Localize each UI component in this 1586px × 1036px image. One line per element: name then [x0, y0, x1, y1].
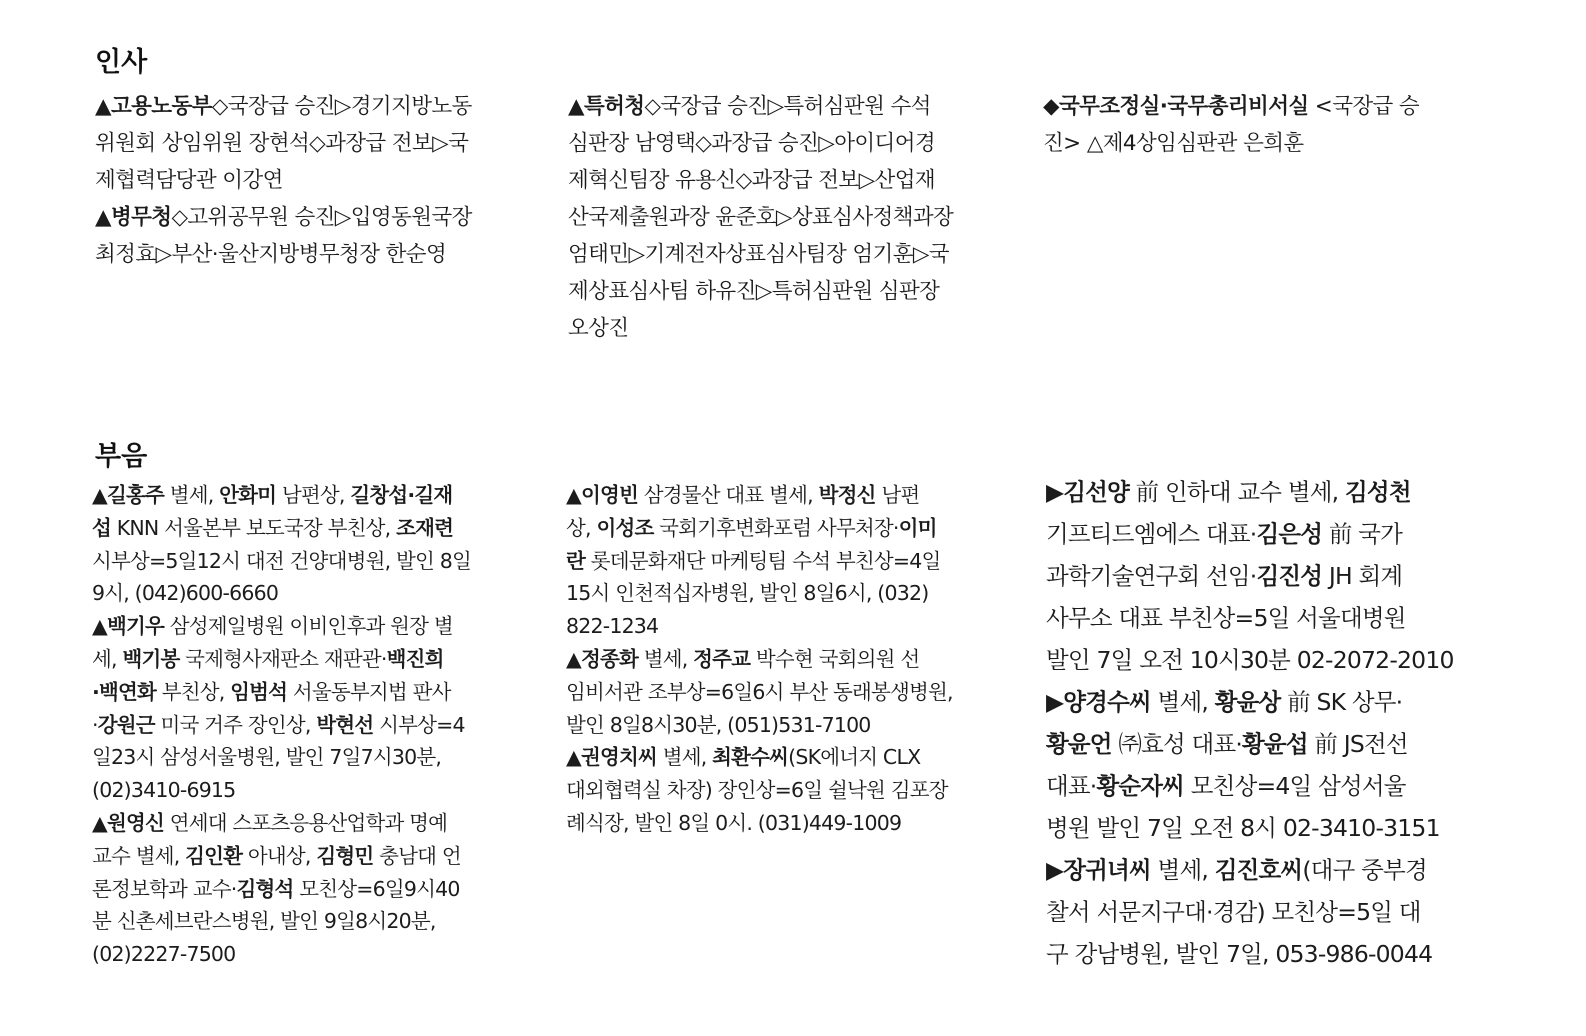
- body-text: 국회기후변화포럼 사무처장·: [653, 515, 899, 540]
- entry: [95, 199, 545, 273]
- bullet-marker: ▶: [1046, 478, 1064, 506]
- body-text: JH 회계 사무소 대표 부친상=5일 서울대병원 발인 7일 오전 10시30분 02-2072-2010: [1046, 562, 1454, 674]
- entry: [92, 610, 542, 807]
- entry: [566, 741, 1016, 839]
- body-text: 박수현 국회의원 선 임비서관 조부상=6일6시 부산 동래봉생병원, 발인 8일8시30분, (051)531-7100: [566, 646, 953, 737]
- name-text: 김성천: [1345, 478, 1411, 506]
- body-text: 별세,: [1150, 856, 1215, 884]
- body-text: 기프티드엠에스 대표·: [1046, 520, 1257, 548]
- bullet-marker: ▲: [92, 810, 107, 835]
- bullet-marker: ▲: [566, 745, 581, 770]
- entry: [566, 643, 1016, 741]
- entry: [1043, 88, 1503, 162]
- body-text: 별세,: [1150, 688, 1215, 716]
- insa-column-3: [1043, 88, 1503, 162]
- body-text: ◇고위공무원 승진▷입영동원국장 최정효▷부산·울산지방병무청장 한순영: [95, 205, 472, 267]
- entry: [95, 88, 545, 199]
- entry: [92, 807, 542, 971]
- bullet-marker: ▲: [95, 94, 111, 119]
- entry: [566, 479, 1016, 643]
- name-text: 김인환: [185, 843, 243, 868]
- name-text: 국무조정실·국무총리비서실: [1058, 94, 1309, 119]
- name-text: 백진희 ·백연화: [92, 646, 444, 704]
- body-text: ◇국장급 승진▷경기지방노동 위원회 상임위원 장현석◇과장급 전보▷국 제협력담당관 이강연: [95, 94, 472, 193]
- name-text: 강원근: [97, 712, 155, 737]
- bueum-column-3: [1046, 471, 1526, 975]
- body-text: ◇국장급 승진▷특허심판원 수석 심판장 남영택◇과장급 승진▷아이디어경 제혁신팀장 유용신◇과장급 전보▷산업재 산국제출원과장 윤준호▷상표심사정책과장 엄태민▷기계전자상표심사팀장 엄기훈▷국 제상표심사팀 하유진▷특허심판원 심판장 오상진: [568, 94, 954, 341]
- bullet-marker: ▶: [1046, 856, 1064, 884]
- name-text: 원영신: [106, 810, 164, 835]
- body-text: 부친상,: [156, 679, 231, 704]
- bullet-marker: ▲: [92, 483, 107, 507]
- entry: [1046, 471, 1526, 681]
- body-text: 남편 상,: [566, 483, 920, 540]
- body-text: KNN 서울본부 보도국장 부친상,: [111, 515, 397, 540]
- name-text: 박정신: [818, 483, 876, 507]
- entry: [1046, 681, 1526, 849]
- bullet-marker: ▲: [566, 646, 581, 671]
- insa-column-1: [95, 88, 545, 273]
- body-text: 미국 거주 장인상,: [154, 712, 317, 737]
- body-text: (대구 중부경 찰서 서문지구대·경감) 모친상=5일 대 구 강남병원, 발인 7일, 053-986-0044: [1046, 856, 1433, 968]
- body-text: ㈜효성 대표·: [1111, 730, 1243, 758]
- body-text: 모친상=4일 삼성서울 병원 발인 7일 오전 8시 02-3410-3151: [1046, 772, 1440, 842]
- name-text: 황순자씨: [1096, 772, 1185, 800]
- bullet-marker: ▲: [95, 205, 111, 230]
- bullet-marker: ▶: [1046, 688, 1064, 716]
- body-text: <국장급 승 진> △제4상임심판관 은희훈: [1043, 94, 1420, 156]
- insa-column-2: [568, 88, 1018, 347]
- name-text: 정종화: [580, 646, 638, 671]
- name-text: 정주교: [693, 646, 751, 671]
- body-text: 충남대 언 론정보학과 교수·: [92, 843, 461, 901]
- name-text: 김진성: [1256, 562, 1323, 590]
- name-text: 조재련: [396, 515, 454, 540]
- bullet-marker: ▲: [566, 483, 581, 507]
- section-title-bueum: 부음: [95, 441, 148, 472]
- body-text: 前 SK 상무·: [1287, 688, 1403, 716]
- body-text: 모친상=6일9시40 분 신촌세브란스병원, 발인 9일8시20분, (02)2227-7500: [92, 876, 460, 967]
- name-text: 안화미: [219, 483, 277, 507]
- name-text: 황윤상: [1214, 688, 1281, 716]
- body-text: 국제형사재판소 재판관·: [179, 646, 387, 671]
- name-text: 병무청: [110, 205, 172, 230]
- name-text: 박현선: [316, 712, 374, 737]
- section-title-insa: 인사: [95, 47, 148, 78]
- body-text: 삼성제일병원 이비인후과 원장 별 세,: [92, 614, 453, 671]
- body-text: 아내상,: [242, 843, 317, 868]
- body-text: 별세,: [637, 646, 694, 671]
- name-text: 황윤언: [1046, 730, 1112, 758]
- body-text: 前 인하대 교수 별세,: [1128, 478, 1346, 506]
- body-text: 前 국가 과학기술연구회 선임·: [1046, 520, 1402, 590]
- body-text: 삼경물산 대표 별세,: [637, 483, 819, 507]
- name-text: 김진호씨: [1214, 856, 1303, 884]
- body-text: 별세,: [656, 745, 713, 770]
- body-text: 남편상,: [276, 483, 351, 507]
- name-text: 고용노동부: [110, 94, 212, 119]
- name-text: 임범석: [230, 679, 288, 704]
- entry: [1046, 849, 1526, 975]
- name-text: 김형민: [316, 843, 374, 868]
- name-text: 길창섭·길재 섭: [92, 483, 453, 540]
- body-text: 시부상=4 일23시 삼성서울병원, 발인 7일7시30분, (02)3410-6915: [92, 712, 465, 803]
- name-text: 길홍주: [106, 483, 164, 507]
- body-text: 前 JS전선 대표·: [1046, 730, 1408, 800]
- name-text: 황윤섭: [1242, 730, 1308, 758]
- bueum-column-2: [566, 479, 1016, 840]
- name-text: 특허청: [583, 94, 645, 119]
- name-text: 권영치씨: [580, 745, 657, 770]
- body-text: 연세대 스포츠응용산업학과 명예 교수 별세,: [92, 810, 448, 868]
- body-text: 시부상=5일12시 대전 건양대병원, 발인 8일 9시, (042)600-6660: [92, 548, 471, 606]
- bueum-column-1: [92, 479, 542, 971]
- name-text: 최환수씨: [712, 745, 789, 770]
- bullet-marker: ▲: [92, 614, 107, 639]
- name-text: 백기우: [106, 614, 164, 639]
- body-text: 서울동부지법 판사 ·: [92, 679, 451, 737]
- body-text: (SK에너지 CLX 대외협력실 차장) 장인상=6일 쉴낙원 김포장 례식장, 발인 8일 0시. (031)449-1009: [566, 745, 948, 835]
- bullet-marker: ◆: [1043, 94, 1059, 119]
- name-text: 이미 란: [566, 515, 937, 573]
- name-text: 김은성: [1256, 520, 1323, 548]
- name-text: 장귀녀씨: [1063, 856, 1151, 884]
- name-text: 이성조: [596, 515, 654, 540]
- bullet-marker: ▲: [568, 94, 584, 119]
- name-text: 김형석: [236, 876, 294, 901]
- body-text: 롯데문화재단 마케팅팀 수석 부친상=4일 15시 인천적십자병원, 발인 8일6시, (032) 822-1234: [566, 548, 941, 639]
- body-text: 별세,: [163, 483, 220, 507]
- entry: [568, 88, 1018, 347]
- name-text: 백기봉: [122, 646, 180, 671]
- entry: [92, 479, 542, 610]
- name-text: 김선양: [1063, 478, 1129, 506]
- name-text: 이영빈: [580, 483, 638, 507]
- name-text: 양경수씨: [1063, 688, 1151, 716]
